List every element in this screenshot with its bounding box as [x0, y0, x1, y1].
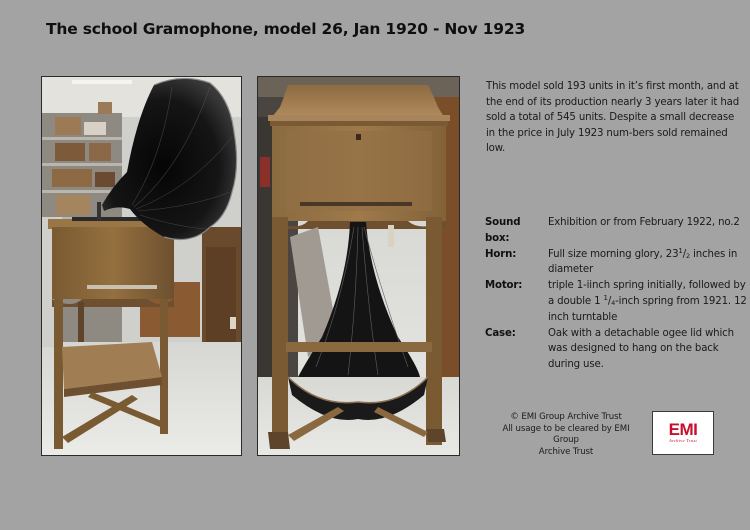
emi-logo-subtitle: Archive Trust [668, 438, 698, 443]
page-title: The school Gramophone, model 26, Jan 1920 - Nov 1923 [46, 20, 526, 38]
fraction-slash: / [607, 295, 612, 307]
spec-value [548, 278, 747, 325]
spec-value: Exhibition or from February 1922, no.2 [548, 217, 740, 228]
spec-value-text: triple 1-iinch spring initially, followed by a double 1 [548, 280, 746, 307]
credit-line-3: Archive Trust [538, 446, 594, 457]
spec-row-horn [485, 247, 747, 279]
intro-paragraph: This model sold 193 units in it’s first month, and at the end of its production nearly 3 years later it had sold a total of 545 units. Despite a small decrease in the price in July 1923 num-bers sold remained low. [486, 81, 740, 155]
spec-row-motor [485, 278, 747, 325]
copyright-credit [490, 412, 642, 458]
spec-value-text: Full size morning glory, 23 [548, 248, 679, 260]
emi-archive-trust-logo [652, 411, 714, 455]
fraction-numerator: 1 [603, 293, 608, 302]
credit-line-2: All usage to be cleared by EMI Group [502, 423, 630, 445]
gramophone-side-photo-illustration [42, 77, 241, 455]
spec-value [548, 247, 747, 279]
fraction-slash: / [682, 248, 687, 260]
gramophone-front-photo-illustration [258, 77, 459, 455]
spec-label: Sound box: [485, 217, 521, 244]
photo-gramophone-side-view [41, 76, 242, 456]
spec-label: Case: [485, 327, 516, 339]
spec-label: Horn: [485, 248, 517, 260]
spec-value-text: inches in diameter [548, 248, 738, 276]
fraction-numerator: 1 [678, 246, 683, 255]
spec-label: Motor: [485, 280, 523, 292]
credit-line-1: © EMI Group Archive Trust [510, 412, 622, 422]
photo-gramophone-front-view [257, 76, 460, 456]
spec-row-case [485, 326, 747, 373]
spec-value-text: -inch spring from 1921. 12 inch turntable [548, 295, 747, 323]
emi-logo-word: EMI [668, 420, 698, 439]
spec-value: Oak with a detachable ogee lid which was designed to hang on the back during use. [548, 327, 734, 371]
spec-row-sound-box [485, 215, 747, 247]
fraction-denominator: 4 [611, 298, 616, 307]
fraction-denominator: 2 [686, 251, 691, 260]
spec-list [485, 215, 747, 373]
